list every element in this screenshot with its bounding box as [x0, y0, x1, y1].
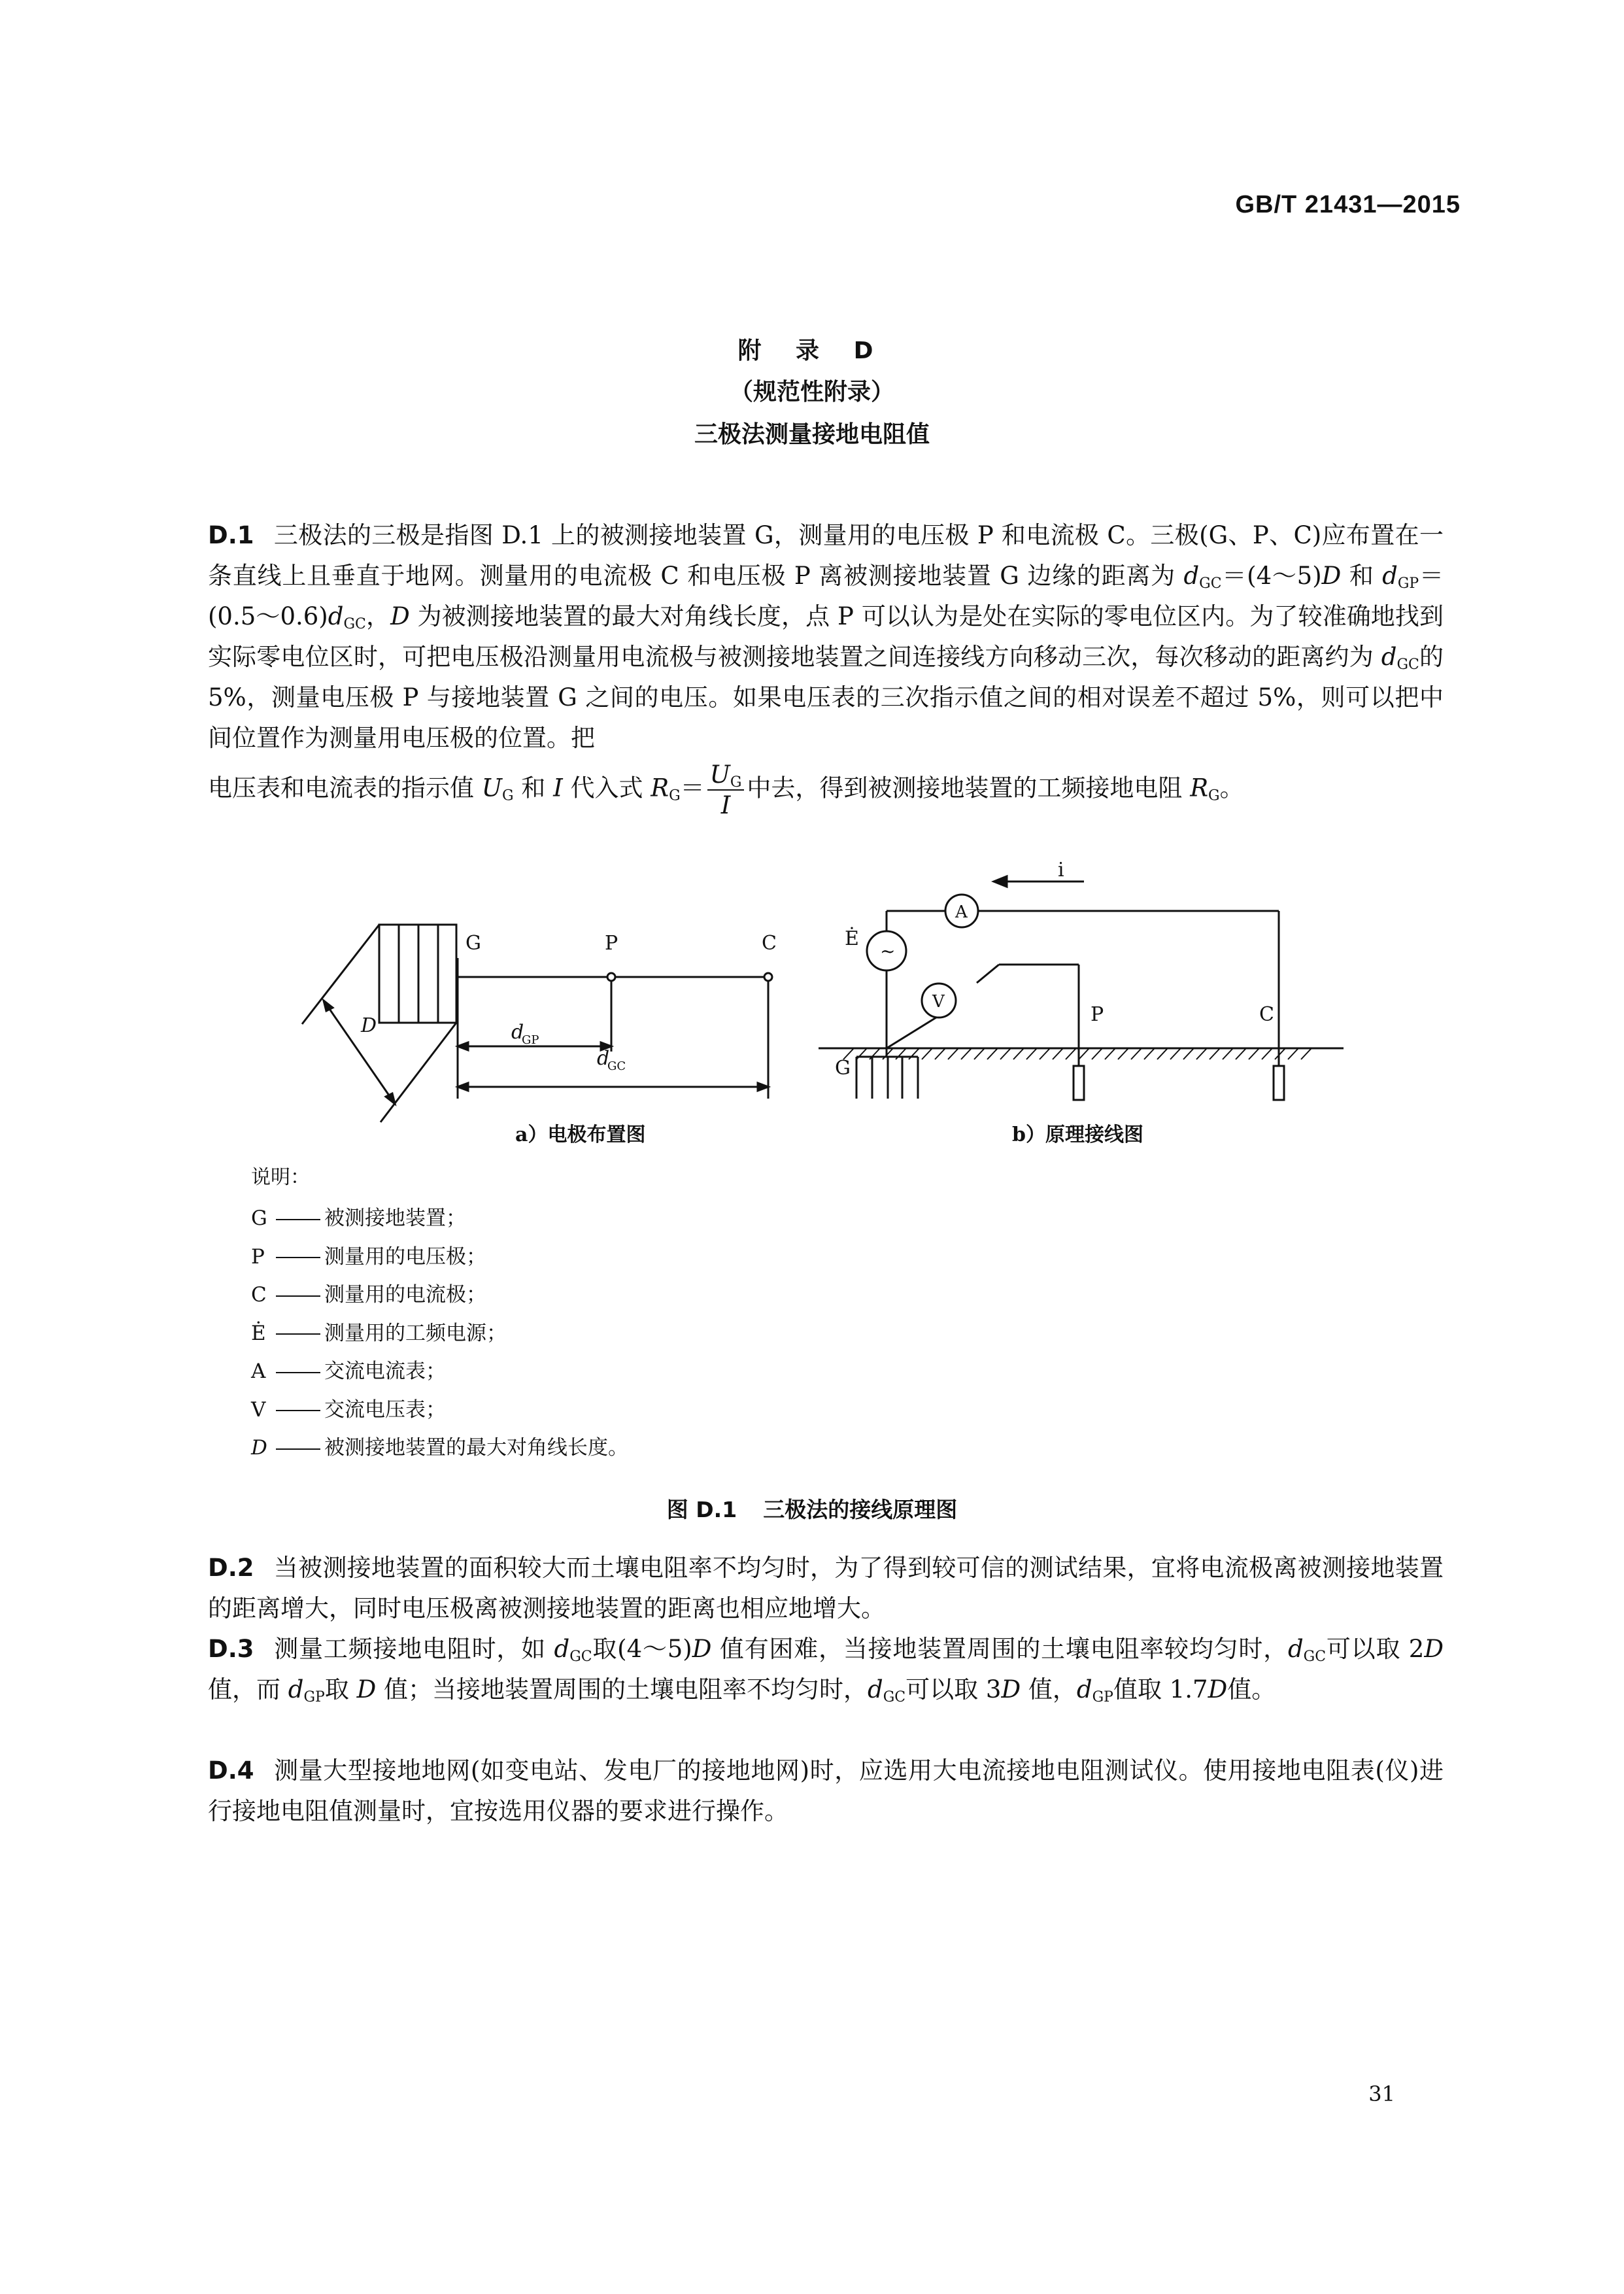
label-dgc: d: [597, 1047, 610, 1070]
appendix-title: 三极法测量接地电阻值: [694, 421, 930, 448]
current-arrow-head: [994, 876, 1007, 887]
caption-b: b）原理接线图: [1012, 1123, 1143, 1146]
svg-text:GC: GC: [607, 1059, 626, 1073]
diagonal-dimension-D: [324, 1001, 395, 1104]
note-item: G 被测接地装置；: [251, 1207, 466, 1230]
note-item: C 测量用的电流极；: [251, 1283, 486, 1307]
formula-fraction: $\frac{U_G}{I}$: [707, 762, 745, 817]
label-ammeter: A: [955, 902, 968, 922]
standard-code: GB/T 21431—2015: [1235, 191, 1461, 218]
page-number: 31: [1368, 2081, 1395, 2106]
label-a-G: G: [465, 932, 481, 955]
electrode-C-rod: [1274, 1066, 1284, 1100]
note-item: V 交流电压表；: [251, 1397, 446, 1422]
label-voltmeter: V: [932, 992, 945, 1012]
note-item: Ė 测量用的工频电源；: [251, 1321, 507, 1345]
figure-caption: 图 D.1 三极法的接线原理图: [666, 1497, 958, 1522]
ac-source-symbol: ~: [880, 940, 896, 962]
electrode-P: [607, 973, 615, 981]
label-a-D: D: [361, 1014, 377, 1037]
notes-list: [251, 1199, 628, 1467]
paragraph-d3: D.3 测量工频接地电阻时，如 $d_{GC}$取(4～5)D 值有困难，当接地装置周围的土壤电阻率较均匀时，$d_{GC}$可以取 2D 值，而 $d_{GP}$取 D 值；当接地装置周围的土壤电阻率不均匀时，$d_{GC}$可以取 3D 值，$d_{GP}$值取 1.7D值。: [208, 1635, 1444, 1705]
paragraph-d4: D.4 测量大型接地地网(如变电站、发电厂的接地地网)时，应选用大电流接地电阻测试仪。使用接地电阻表(仪)进行接地电阻值测量时，宜按选用仪器的要求进行操作。: [208, 1756, 1444, 1825]
clause-number: D.1: [208, 521, 254, 549]
label-b-C: C: [1259, 1003, 1274, 1026]
caption-a: a）电极布置图: [515, 1123, 646, 1146]
paragraph-d2: D.2 当被测接地装置的面积较大而土壤电阻率不均匀时，为了得到较可信的测试结果，宜将电流极离被测接地装置的距离增大，同时电压极离被测接地装置的距离也相应地增大。: [208, 1554, 1444, 1622]
label-a-C: C: [762, 932, 777, 955]
label-current-i: i: [1058, 859, 1064, 882]
label-b-G: G: [835, 1057, 851, 1080]
note-item: A 交流电流表；: [251, 1360, 446, 1383]
svg-text:GP: GP: [522, 1033, 539, 1047]
appendix-heading: 附 录 D: [737, 337, 887, 364]
paragraph-d1: D.1 三极法的三极是指图 D.1 上的被测接地装置 G，测量用的电压极 P 和电流极 C。三极(G、P、C)应布置在一条直线上且垂直于地网。测量用的电流极 C 和电压极 P 离被测接地装置 G 边缘的距离为 $d_{GC}=(4\sim 5)D$ 和 $d_{GP}=(0.5\sim 0.6)d_{GC}$，D 为被测接地装置的最大对角线长度，点 P 可以认为是处在实际的零电位区内。为了较准确地找到实际零电位区时，可把电压极沿测量用电流极与被测接地装置之间连接线方向移动三次，每次移动的距离约为 $d_{GC}$的 5%，测量电压极 P 与接地装置 G 之间的电压。如果电压表的三次指示值之间的相对误差不超过 5%，则可以把中间位置作为测量用电压极的位置。把 电压表和电流表的指示值 $U_G$ 和 I 代入式 $R_G=$ $\frac{U_G}{I}$ 中去，得到被测接地装置的工频接地电阻 $R_G$。: [208, 521, 1444, 819]
figure-b-wiring-diagram: [819, 876, 1344, 1100]
notes-label: 说明：: [251, 1166, 310, 1189]
formula-line: 电压表和电流表的指示值 $U_G$ 和 I 代入式 $R_G=$ $\frac{U_G}{I}$ 中去，得到被测接地装置的工频接地电阻 $R_G$。: [208, 761, 1244, 819]
label-a-P: P: [605, 932, 618, 955]
electrode-C: [764, 973, 772, 981]
label-b-E: Ė: [845, 927, 859, 950]
label-dgp: d: [511, 1021, 524, 1044]
appendix-type: （规范性附录）: [729, 379, 894, 405]
note-item: P 测量用的电压极；: [251, 1244, 486, 1269]
note-item: D 被测接地装置的最大对角线长度。: [251, 1436, 628, 1460]
electrode-P-rod: [1074, 1066, 1084, 1100]
label-b-P: P: [1091, 1003, 1104, 1026]
